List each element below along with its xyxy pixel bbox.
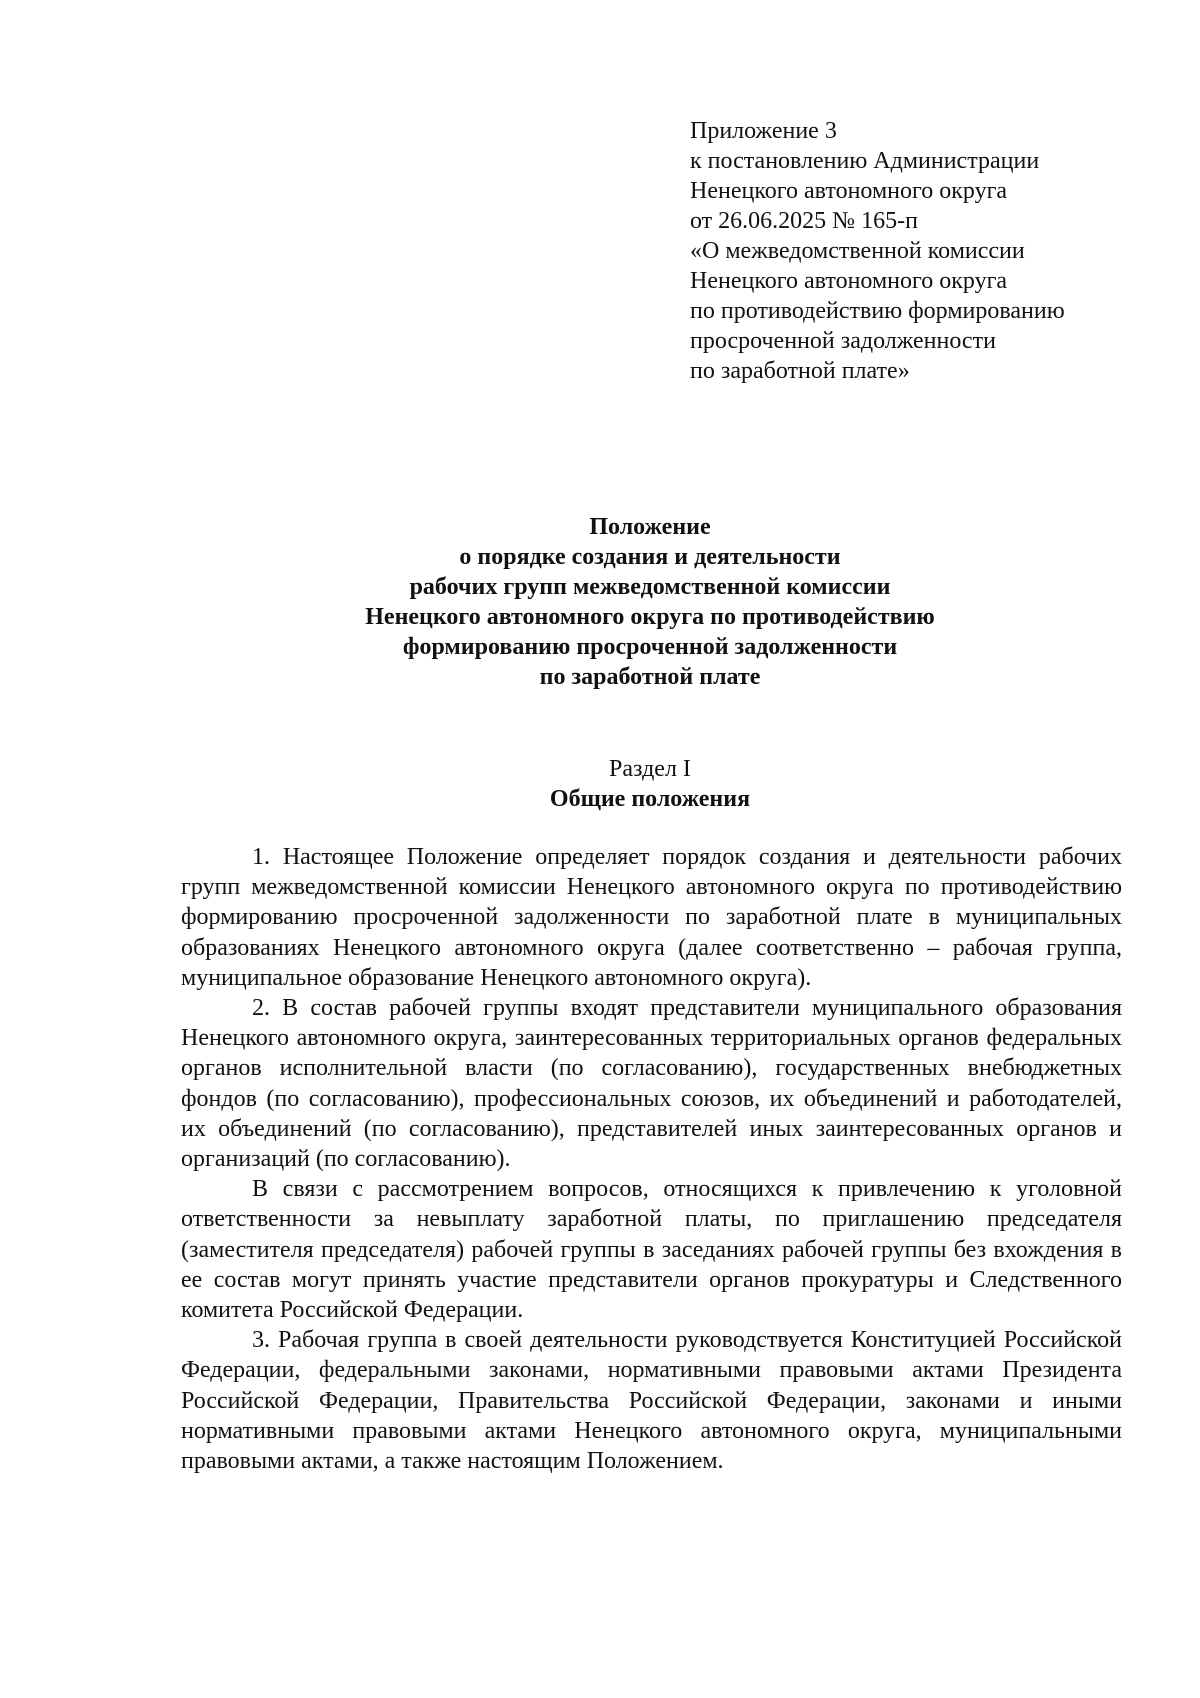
body-text	[181, 842, 1122, 1476]
paragraph: 1. Настоящее Положение определяет порядок создания и деятельности рабочих групп межведомственной комиссии Ненецкого автономного округа по противодействию формированию просроченной задолженности по заработной плате в муниципальных образованиях Ненецкого автономного округа (далее соответственно – рабочая группа, муниципальное образование Ненецкого автономного округа).	[181, 844, 1122, 991]
appendix-line: Ненецкого автономного округа	[690, 178, 1008, 204]
paragraph: 3. Рабочая группа в своей деятельности руководствуется Конституцией Российской Федерации, федеральными законами, нормативными правовыми актами Президента Российской Федерации, Правительства Российской Федерации, законами и иными нормативными правовыми актами Ненецкого автономного округа, муниципальными правовыми актами, а также настоящим Положением.	[181, 1327, 1122, 1475]
appendix-reference	[690, 116, 1065, 386]
appendix-line: к постановлению Администрации	[690, 148, 1040, 174]
section-heading	[170, 754, 1130, 814]
title-line: по заработной плате	[539, 664, 761, 690]
title-line: формированию просроченной задолженности	[402, 634, 898, 660]
document-title	[170, 512, 1130, 692]
appendix-line: Приложение 3	[690, 118, 837, 144]
appendix-line: «О межведомственной комиссии	[690, 238, 1025, 264]
section-number: Раздел I	[609, 756, 691, 782]
appendix-line: по противодействию формированию	[690, 298, 1065, 324]
title-line: Положение	[589, 514, 711, 540]
title-line: Ненецкого автономного округа по противодействию	[365, 604, 935, 630]
appendix-line: по заработной плате»	[690, 358, 910, 384]
section-name: Общие положения	[549, 786, 751, 812]
appendix-line: от 26.06.2025 № 165-п	[690, 208, 918, 234]
appendix-line: Ненецкого автономного округа	[690, 268, 1008, 294]
appendix-line: просроченной задолженности	[690, 328, 996, 354]
title-line: о порядке создания и деятельности	[459, 544, 841, 570]
paragraph: В связи с рассмотрением вопросов, относящихся к привлечению к уголовной ответственности за невыплату заработной платы, по приглашению председателя (заместителя председателя) рабочей группы в заседаниях рабочей группы без вхождения в ее состав могут принять участие представители органов прокуратуры и Следственного комитета Российской Федерации.	[181, 1176, 1122, 1324]
paragraph: 2. В состав рабочей группы входят представители муниципального образования Ненецкого автономного округа, заинтересованных территориальных органов федеральных органов исполнительной власти (по согласованию), государственных внебюджетных фондов (по согласованию), профессиональных союзов, их объединений и работодателей, их объединений (по согласованию), представителей иных заинтересованных органов и организаций (по согласованию).	[181, 995, 1122, 1173]
title-line: рабочих групп межведомственной комиссии	[409, 574, 891, 600]
